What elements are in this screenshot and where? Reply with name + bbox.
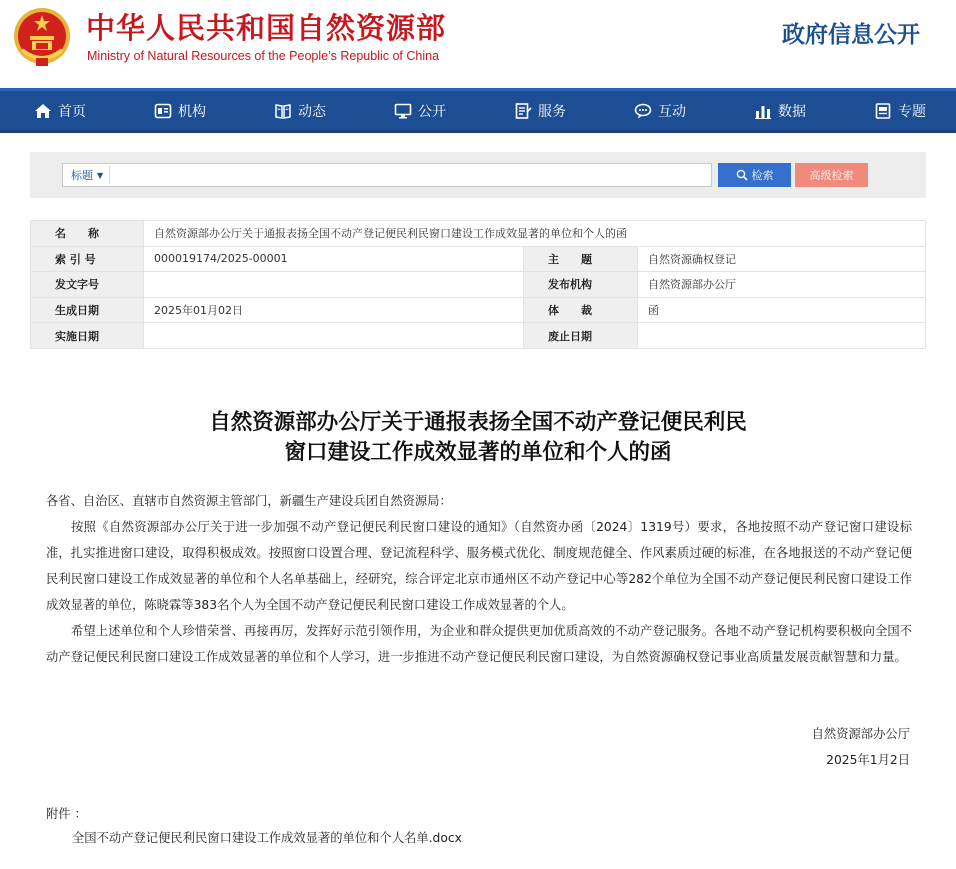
signature-date: 2025年1月2日 (826, 753, 910, 767)
search-field (62, 163, 712, 187)
meta-label-created: 生成日期 (31, 297, 144, 323)
meta-value-expiry (638, 323, 926, 349)
home-icon (34, 102, 52, 120)
meta-label-name: 名 称 (31, 221, 144, 247)
chat-icon (634, 102, 652, 120)
meta-row (31, 272, 926, 298)
meta-value-publisher: 自然资源部办公厅 (638, 272, 926, 298)
meta-value-index: 000019174/2025-00001 (144, 246, 524, 272)
advanced-search-button[interactable]: 高级检索 (795, 163, 868, 187)
meta-row (31, 246, 926, 272)
meta-value-doc-no (144, 272, 524, 298)
nav-item-open[interactable] (360, 91, 480, 130)
search-button[interactable] (718, 163, 791, 187)
attachment-label: 附件 ： (46, 807, 87, 821)
meta-label-expiry: 废止日期 (524, 323, 638, 349)
meta-value-created: 2025年01月02日 (144, 297, 524, 323)
meta-value-theme: 自然资源确权登记 (638, 246, 926, 272)
meta-row (31, 323, 926, 349)
monitor-icon (394, 102, 412, 120)
nav-item-topic[interactable] (840, 91, 956, 130)
chevron-down-icon: ▼ (97, 170, 104, 180)
topic-icon (874, 102, 892, 120)
nav-item-data[interactable] (720, 91, 840, 130)
document-title-line: 自然资源部办公厅关于通报表扬全国不动产登记便民利民 (209, 410, 747, 435)
nav-item-organization[interactable] (120, 91, 240, 130)
document-title-line: 窗口建设工作成效显著的单位和个人的函 (284, 440, 672, 465)
nav-label: 服务 (538, 103, 566, 120)
meta-label-index: 索 引 号 (31, 246, 144, 272)
meta-label-effective: 实施日期 (31, 323, 144, 349)
nav-label: 互动 (658, 103, 686, 120)
service-doc-icon (514, 102, 532, 120)
nav-label: 动态 (298, 103, 326, 120)
news-book-icon (274, 102, 292, 120)
bar-chart-icon (754, 102, 772, 120)
meta-label-publisher: 发布机构 (524, 272, 638, 298)
nav-item-home[interactable] (0, 91, 120, 130)
national-emblem-icon[interactable] (12, 6, 72, 68)
meta-label-genre: 体 裁 (524, 297, 638, 323)
site-subtitle: Ministry of Natural Resources of the People’s Republic of China (87, 49, 440, 63)
signature-block (812, 721, 910, 773)
meta-value-name: 自然资源部办公厅关于通报表扬全国不动产登记便民利民窗口建设工作成效显著的单位和个人的函 (144, 221, 926, 247)
body-paragraph: 按照《自然资源部办公厅关于进一步加强不动产登记便民利民窗口建设的通知》（自然资办函〔2024〕1319号）要求，各地按照不动产登记窗口建设标准，扎实推进窗口建设，取得积极成效。按照窗口设置合理、登记流程科学、服务模式优化、制度规范健全、作风素质过硬的标准，在各地报送的不动产登记便民利民窗口建设工作成效显著的单位和个人名单基础上，经研究，综合评定北京市通州区不动产登记中心等282个单位为全国不动产登记便民利民窗口建设工作成效显著的单位，陈晓霖等383名个人为全国不动产登记便民利民窗口建设工作成效显著的个人。 (46, 520, 912, 612)
search-button-label: 检索 (751, 169, 774, 182)
attachment-link[interactable]: 全国不动产登记便民利民窗口建设工作成效显著的单位和个人名单.docx (72, 831, 462, 845)
meta-label-theme: 主 题 (524, 246, 638, 272)
signer: 自然资源部办公厅 (811, 727, 910, 741)
nav-label: 专题 (898, 103, 926, 120)
nav-label: 机构 (178, 103, 206, 120)
search-scope-value: 标题 (71, 169, 93, 182)
meta-row (31, 221, 926, 247)
nav-label: 首页 (58, 103, 86, 120)
search-bar (30, 152, 926, 198)
salutation: 各省、自治区、直辖市自然资源主管部门，新疆生产建设兵团自然资源局： (46, 494, 452, 508)
document-title (0, 408, 956, 468)
body-paragraph: 希望上述单位和个人珍惜荣誉、再接再厉，发挥好示范引领作用，为企业和群众提供更加优质高效的不动产登记服务。各地不动产登记机构要积极向全国不动产登记便民利民窗口建设工作成效显著的单位和个人学习，进一步推进不动产登记便民利民窗口建设，为自然资源确权登记事业高质量发展贡献智慧和力量。 (46, 624, 912, 664)
search-icon (736, 169, 748, 181)
nav-label: 公开 (418, 103, 446, 120)
search-input[interactable] (109, 166, 707, 184)
organization-icon (154, 102, 172, 120)
meta-label-doc-no: 发文字号 (31, 272, 144, 298)
document-meta-table (30, 220, 926, 349)
main-nav (0, 88, 956, 133)
document-body (46, 488, 912, 670)
nav-item-news[interactable] (240, 91, 360, 130)
nav-label: 数据 (778, 103, 806, 120)
site-title[interactable]: 中华人民共和国自然资源部 (86, 11, 447, 45)
nav-item-interaction[interactable] (600, 91, 720, 130)
meta-row (31, 297, 926, 323)
site-header (0, 0, 956, 88)
nav-item-service[interactable] (480, 91, 600, 130)
meta-value-genre: 函 (638, 297, 926, 323)
search-scope-select[interactable] (67, 167, 107, 183)
government-info-link[interactable]: 政府信息公开 (782, 22, 920, 48)
meta-value-effective (144, 323, 524, 349)
